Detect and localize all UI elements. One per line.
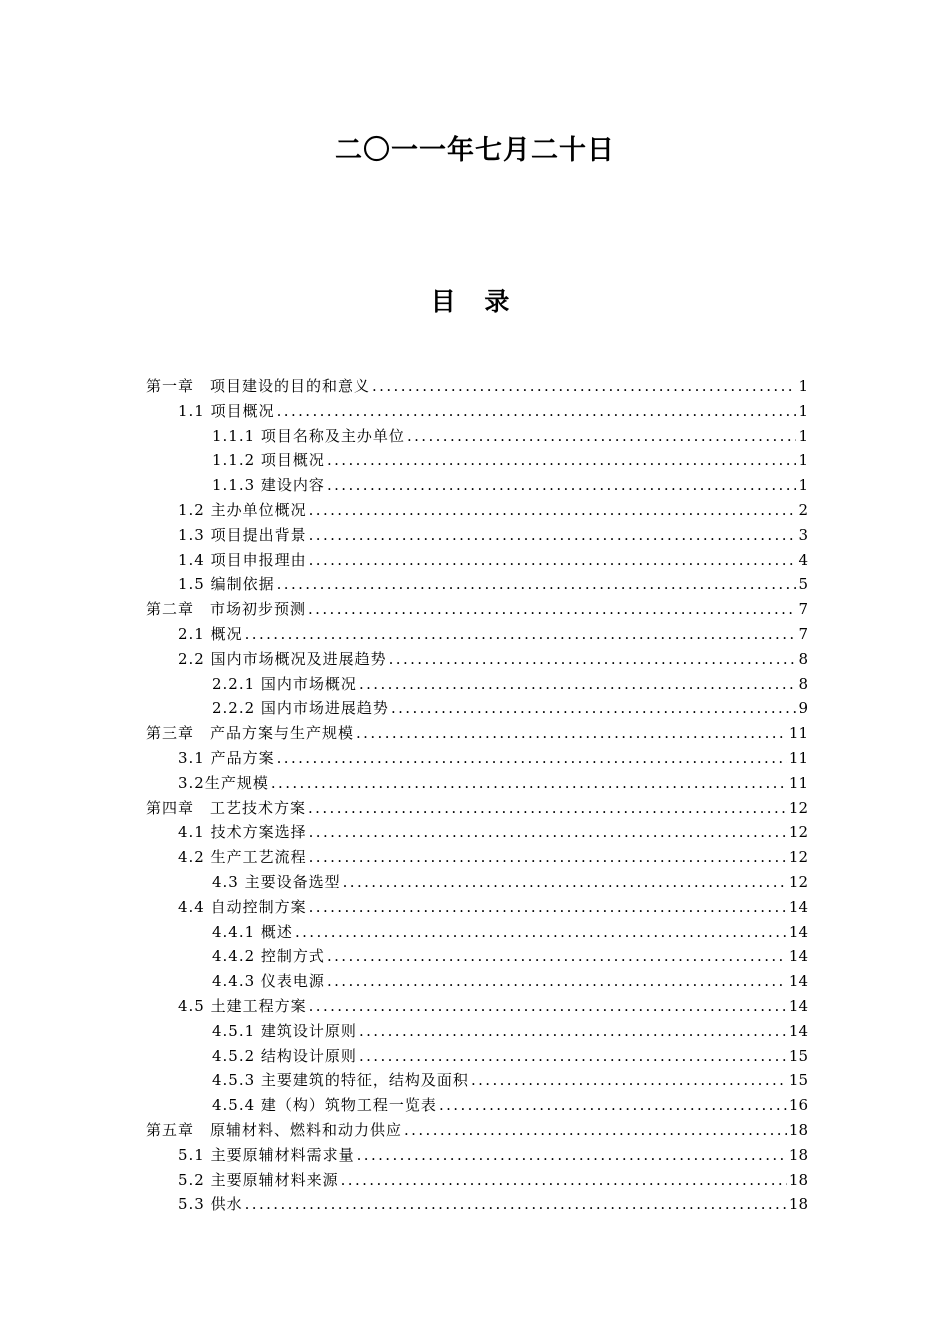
toc-dot-leader	[309, 994, 787, 1019]
toc-entry[interactable]	[146, 647, 808, 672]
toc-entry[interactable]	[146, 1093, 808, 1118]
toc-entry-label: 2.2 国内市场概况及进展趋势	[178, 649, 387, 668]
toc-entry[interactable]	[146, 920, 808, 945]
toc-dot-leader	[308, 597, 796, 622]
toc-entry[interactable]	[146, 994, 808, 1019]
toc-entry-label: 4.5.4 建（构）筑物工程一览表	[212, 1096, 437, 1115]
toc-entry-page-number: 4	[798, 550, 808, 569]
toc-entry-label: 2.2.2 国内市场进展趋势	[212, 699, 389, 718]
toc-dot-leader	[327, 448, 797, 473]
toc-entry-label: 4.4.1 概述	[212, 922, 293, 941]
toc-entry-label: 3.2生产规模	[178, 773, 269, 792]
toc-entry-page-number: 1	[798, 377, 808, 395]
toc-entry-page-number: 18	[788, 1120, 808, 1139]
toc-entry-label: 4.5.2 结构设计原则	[212, 1046, 357, 1065]
toc-entry[interactable]	[146, 448, 808, 473]
toc-entry[interactable]	[146, 548, 808, 573]
toc-entry-label: 第一章 项目建设的目的和意义	[146, 377, 371, 395]
toc-dot-leader	[295, 920, 787, 945]
toc-entry-page-number: 14	[788, 947, 808, 966]
toc-dot-leader	[245, 1192, 787, 1217]
toc-dot-leader	[404, 1118, 787, 1143]
toc-entry-page-number: 8	[798, 649, 808, 668]
toc-entry-label: 5.2 主要原辅材料来源	[178, 1170, 339, 1189]
toc-entry-page-number: 1	[798, 426, 808, 445]
toc-entry-label: 4.5 土建工程方案	[178, 996, 307, 1015]
toc-entry-label: 4.5.1 建筑设计原则	[212, 1021, 357, 1040]
toc-entry-page-number: 7	[798, 624, 808, 643]
toc-entry-page-number: 18	[788, 1145, 808, 1164]
toc-entry[interactable]	[146, 895, 808, 920]
toc-entry-label: 1.4 项目申报理由	[178, 550, 307, 569]
toc-entry-page-number: 8	[798, 674, 808, 693]
toc-entry[interactable]	[146, 845, 808, 870]
toc-dot-leader	[309, 895, 787, 920]
toc-entry-label: 1.3 项目提出背景	[178, 525, 307, 544]
document-date: 二〇一一年七月二十日	[335, 135, 615, 166]
toc-title: 目 录	[430, 287, 520, 316]
toc-entry-label: 第三章 产品方案与生产规模	[146, 724, 355, 743]
toc-entry-label: 4.2 生产工艺流程	[178, 848, 307, 867]
toc-entry-label: 4.5.3 主要建筑的特征，结构及面积	[212, 1071, 469, 1090]
toc-entry-page-number: 1	[798, 401, 808, 420]
toc-entry[interactable]	[146, 820, 808, 845]
toc-entry[interactable]	[146, 622, 808, 647]
toc-entry-label: 1.1.2 项目概况	[212, 451, 325, 470]
toc-entry[interactable]	[146, 721, 808, 746]
toc-dot-leader	[309, 548, 797, 573]
toc-dot-leader	[308, 796, 787, 821]
toc-entry-page-number: 11	[788, 724, 808, 743]
table-of-contents	[146, 374, 808, 1217]
toc-entry-page-number: 12	[788, 848, 808, 867]
toc-entry[interactable]	[146, 696, 808, 721]
toc-entry[interactable]	[146, 672, 808, 697]
toc-dot-leader	[309, 820, 787, 845]
toc-dot-leader	[327, 473, 797, 498]
toc-entry-label: 4.4.3 仪表电源	[212, 972, 325, 991]
toc-entry[interactable]	[146, 523, 808, 548]
toc-entry-page-number: 3	[798, 525, 808, 544]
toc-entry-page-number: 18	[788, 1195, 808, 1214]
toc-dot-leader	[391, 696, 797, 721]
toc-entry-label: 4.3 主要设备选型	[212, 872, 341, 891]
toc-dot-leader	[389, 647, 797, 672]
toc-dot-leader	[407, 424, 797, 449]
toc-entry-label: 1.5 编制依据	[178, 575, 275, 594]
toc-dot-leader	[327, 969, 787, 994]
toc-entry[interactable]	[146, 1168, 808, 1193]
toc-entry[interactable]	[146, 1143, 808, 1168]
toc-entry-page-number: 11	[788, 773, 808, 792]
toc-entry[interactable]	[146, 796, 808, 821]
toc-entry[interactable]	[146, 572, 808, 597]
toc-entry-label: 4.4.2 控制方式	[212, 947, 325, 966]
toc-entry[interactable]	[146, 771, 808, 796]
toc-dot-leader	[309, 523, 797, 548]
toc-entry-label: 2.2.1 国内市场概况	[212, 674, 357, 693]
toc-dot-leader	[359, 1019, 787, 1044]
toc-entry-label: 1.1 项目概况	[178, 401, 275, 420]
toc-entry-label: 2.1 概况	[178, 624, 243, 643]
toc-entry[interactable]	[146, 944, 808, 969]
toc-entry[interactable]	[146, 498, 808, 523]
toc-entry[interactable]	[146, 1044, 808, 1069]
toc-dot-leader	[343, 870, 787, 895]
toc-dot-leader	[277, 399, 797, 424]
toc-entry-page-number: 12	[788, 872, 808, 891]
toc-entry-page-number: 1	[798, 451, 808, 470]
toc-entry-page-number: 11	[788, 748, 808, 767]
toc-dot-leader	[471, 1068, 787, 1093]
toc-entry-page-number: 12	[788, 798, 808, 817]
toc-entry[interactable]	[146, 870, 808, 895]
toc-entry-label: 4.1 技术方案选择	[178, 823, 307, 842]
toc-entry-label: 第二章 市场初步预测	[146, 600, 307, 619]
toc-entry-page-number: 2	[798, 500, 808, 519]
toc-dot-leader	[359, 1044, 787, 1069]
toc-entry[interactable]	[146, 597, 808, 622]
toc-entry[interactable]	[146, 1068, 808, 1093]
toc-entry[interactable]	[146, 374, 808, 399]
toc-dot-leader	[356, 721, 787, 746]
toc-entry-page-number: 14	[788, 1021, 808, 1040]
toc-dot-leader	[357, 1143, 787, 1168]
toc-dot-leader	[245, 622, 797, 647]
toc-entry[interactable]	[146, 424, 808, 449]
toc-dot-leader	[277, 746, 787, 771]
toc-entry-label: 3.1 产品方案	[178, 748, 275, 767]
toc-entry[interactable]	[146, 746, 808, 771]
toc-dot-leader	[439, 1093, 787, 1118]
toc-entry-page-number: 5	[798, 575, 808, 594]
toc-entry[interactable]	[146, 399, 808, 424]
toc-entry-page-number: 9	[798, 699, 808, 718]
toc-entry-page-number: 16	[788, 1096, 808, 1115]
toc-entry[interactable]	[146, 1118, 808, 1143]
toc-entry[interactable]	[146, 1192, 808, 1217]
toc-dot-leader	[359, 672, 797, 697]
toc-entry-page-number: 12	[788, 823, 808, 842]
toc-entry-page-number: 18	[788, 1170, 808, 1189]
toc-entry-page-number: 14	[788, 996, 808, 1015]
toc-entry-label: 1.1.3 建设内容	[212, 476, 325, 495]
toc-entry-page-number: 15	[788, 1046, 808, 1065]
toc-dot-leader	[277, 572, 797, 597]
toc-entry-page-number: 15	[788, 1071, 808, 1090]
toc-dot-leader	[372, 374, 796, 399]
toc-entry[interactable]	[146, 1019, 808, 1044]
toc-dot-leader	[309, 498, 797, 523]
toc-entry[interactable]	[146, 969, 808, 994]
toc-entry-label: 1.2 主办单位概况	[178, 500, 307, 519]
toc-entry-label: 第五章 原辅材料、燃料和动力供应	[146, 1120, 403, 1139]
toc-entry-page-number: 7	[798, 600, 808, 619]
toc-entry-page-number: 14	[788, 972, 808, 991]
toc-entry-label: 5.1 主要原辅材料需求量	[178, 1145, 355, 1164]
toc-entry-label: 4.4 自动控制方案	[178, 897, 307, 916]
toc-dot-leader	[341, 1168, 787, 1193]
toc-entry-page-number: 14	[788, 897, 808, 916]
toc-dot-leader	[327, 944, 787, 969]
toc-entry[interactable]	[146, 473, 808, 498]
toc-entry-label: 5.3 供水	[178, 1195, 243, 1214]
toc-entry-label: 第四章 工艺技术方案	[146, 798, 307, 817]
toc-entry-page-number: 14	[788, 922, 808, 941]
toc-entry-label: 1.1.1 项目名称及主办单位	[212, 426, 405, 445]
toc-dot-leader	[309, 845, 787, 870]
toc-entry-page-number: 1	[798, 476, 808, 495]
toc-dot-leader	[271, 771, 787, 796]
